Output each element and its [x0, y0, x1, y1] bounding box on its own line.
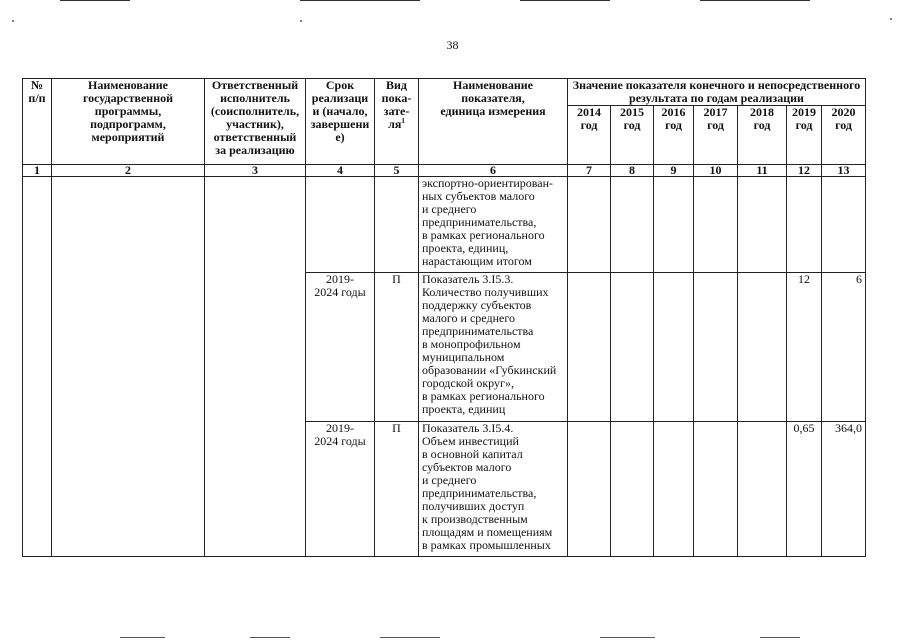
indicator-line: проекта, единиц,	[422, 241, 509, 255]
header-text: 2019	[792, 105, 816, 119]
header-text: ля	[388, 117, 402, 131]
cell-value-2014	[568, 273, 611, 422]
indicator-line: Объем инвестиций	[422, 434, 519, 448]
header-text: Значение показателя конечного и непосредственного	[572, 78, 861, 92]
cell-term	[306, 273, 375, 422]
scan-edge-mark	[520, 0, 610, 1]
header-year-2016	[654, 106, 694, 165]
cell-value-2017	[694, 177, 738, 273]
term-line: 2024 годы	[314, 434, 366, 448]
column-number: 1	[23, 165, 52, 177]
header-year-2017	[694, 106, 738, 165]
header-text: 2017	[703, 105, 728, 119]
header-text: год	[753, 118, 771, 132]
header-text: 2014	[577, 105, 601, 119]
header-text: Срок	[325, 78, 355, 92]
cell-value-2014	[568, 177, 611, 273]
column-number: 2	[52, 165, 205, 177]
indicator-line: субъектов малого	[422, 460, 512, 474]
header-text: зате-	[383, 104, 410, 118]
header-text: Наименование	[88, 78, 168, 92]
indicator-line: малого и среднего	[422, 311, 515, 325]
column-number: 5	[375, 165, 419, 177]
header-text: участник),	[226, 117, 284, 131]
header-text: год	[623, 118, 641, 132]
term-line: 2019-	[326, 272, 354, 286]
footnote-mark: 1	[401, 117, 405, 125]
cell-value-2019: 0,65	[787, 422, 822, 557]
cell-value-2016	[654, 273, 694, 422]
indicator-line: предпринимательства	[422, 324, 534, 338]
column-number: 12	[787, 165, 822, 177]
cell-executor	[205, 177, 306, 557]
header-text	[378, 118, 415, 131]
cell-value-2017	[694, 273, 738, 422]
cell-indicator	[419, 177, 568, 273]
scan-edge-mark	[250, 637, 290, 638]
cell-type: П	[375, 422, 419, 557]
header-text: год	[795, 118, 813, 132]
indicator-line: и среднего	[422, 202, 477, 216]
cell-value-2015	[611, 273, 654, 422]
header-text: год	[665, 118, 682, 132]
indicator-line: в монопрофильном	[422, 337, 521, 351]
scan-edge-mark	[120, 637, 165, 638]
header-text: 2018	[750, 105, 774, 119]
header-text: 2015	[620, 105, 644, 119]
table-row	[23, 177, 866, 273]
header-text: и (начало,	[312, 104, 368, 118]
header-text: 2020	[831, 105, 856, 119]
cell-value-2016	[654, 177, 694, 273]
indicator-line: городской округ»,	[422, 376, 514, 390]
header-text: 2016	[661, 105, 686, 119]
header-row-1	[23, 79, 866, 106]
indicator-line: получивших доступ	[422, 499, 525, 513]
cell-value-2020: 6	[822, 273, 866, 422]
cell-value-2015	[611, 422, 654, 557]
column-number: 4	[306, 165, 375, 177]
cell-value-2020: 364,0	[822, 422, 866, 557]
header-text: реализаци	[311, 91, 369, 105]
header-text: Вид	[386, 78, 407, 92]
column-number-row	[23, 165, 866, 177]
indicator-line: образовании «Губкинский	[422, 363, 557, 377]
column-number: 6	[419, 165, 568, 177]
scan-speck	[890, 18, 892, 20]
cell-value-2018	[738, 422, 787, 557]
header-text: е)	[335, 130, 345, 144]
cell-value-2017	[694, 422, 738, 557]
column-number: 11	[738, 165, 787, 177]
header-year-2020	[822, 106, 866, 165]
cell-program	[52, 177, 205, 557]
scan-edge-mark	[60, 0, 130, 1]
indicators-table	[22, 78, 866, 557]
column-number: 7	[568, 165, 611, 177]
column-number: 13	[822, 165, 866, 177]
column-number: 3	[205, 165, 306, 177]
indicator-line: нарастающим итогом	[422, 254, 532, 268]
scan-edge-mark	[700, 0, 810, 1]
column-number: 8	[611, 165, 654, 177]
header-text: ответственный	[213, 130, 297, 144]
header-text: год	[835, 118, 852, 132]
header-text: пока-	[381, 91, 412, 105]
indicator-line: площадям и помещениям	[422, 525, 553, 539]
indicator-line: муниципальном	[422, 350, 505, 364]
header-executor	[205, 79, 306, 165]
indicator-line: поддержку субъектов	[422, 298, 532, 312]
header-text: за реализацию	[215, 143, 295, 157]
header-text: Ответственный	[211, 78, 299, 92]
header-program	[52, 79, 205, 165]
header-text: подпрограмм,	[90, 117, 166, 131]
header-text: год	[707, 118, 724, 132]
header-text: единица измерения	[440, 104, 546, 118]
cell-value-2014	[568, 422, 611, 557]
cell-value-2019	[787, 177, 822, 273]
term-line: 2024 годы	[314, 285, 366, 299]
header-text: год	[580, 118, 598, 132]
indicator-line: Показатель 3.I5.4.	[422, 421, 514, 435]
indicator-line: в рамках промышленных	[422, 538, 551, 552]
indicator-line: экспортно-ориентирован-	[422, 176, 554, 190]
scan-edge-mark	[380, 637, 440, 638]
cell-value-2016	[654, 422, 694, 557]
scan-speck	[12, 20, 14, 22]
header-type	[375, 79, 419, 165]
header-text: государственной	[82, 91, 174, 105]
indicator-line: в рамках регионального	[422, 228, 545, 242]
cell-value-2018	[738, 177, 787, 273]
indicator-line: и среднего	[422, 473, 477, 487]
scan-edge-mark	[760, 637, 800, 638]
header-text: программы,	[94, 104, 162, 118]
cell-indicator	[419, 422, 568, 557]
header-indicator	[419, 79, 568, 165]
cell-indicator	[419, 273, 568, 422]
header-text: мероприятий	[91, 130, 165, 144]
column-number: 10	[694, 165, 738, 177]
cell-type	[375, 177, 419, 273]
indicator-line: к производственным	[422, 512, 528, 526]
page-number: 38	[446, 38, 459, 52]
header-text: показателя,	[461, 91, 525, 105]
header-text: завершени	[310, 117, 370, 131]
header-text: (соисполнитель,	[210, 104, 300, 118]
cell-type: П	[375, 273, 419, 422]
header-year-2015	[611, 106, 654, 165]
cell-num	[23, 177, 52, 557]
header-year-2014	[568, 106, 611, 165]
header-text: исполнитель	[220, 91, 290, 105]
header-text: Наименование	[453, 78, 533, 92]
indicator-line: предпринимательства,	[422, 215, 537, 229]
header-term	[306, 79, 375, 165]
term-line: 2019-	[326, 421, 354, 435]
header-year-2019	[787, 106, 822, 165]
column-number: 9	[654, 165, 694, 177]
header-year-2018	[738, 106, 787, 165]
header-text: результата по годам реализации	[629, 91, 804, 105]
cell-value-2018	[738, 273, 787, 422]
cell-term	[306, 422, 375, 557]
header-text: п/п	[28, 91, 46, 105]
header-text: №	[30, 78, 44, 92]
scan-edge-mark	[600, 637, 655, 638]
scan-speck	[300, 20, 302, 22]
cell-value-2020	[822, 177, 866, 273]
indicator-line: предпринимательства,	[422, 486, 537, 500]
indicator-line: ных субъектов малого	[422, 189, 535, 203]
indicator-line: в основной капитал	[422, 447, 523, 461]
indicator-line: в рамках регионального	[422, 389, 545, 403]
cell-term	[306, 177, 375, 273]
header-values-group	[568, 79, 866, 106]
header-num	[23, 79, 52, 165]
cell-value-2015	[611, 177, 654, 273]
scan-edge-mark	[300, 0, 420, 1]
indicator-line: проекта, единиц	[422, 402, 506, 416]
cell-value-2019: 12	[787, 273, 822, 422]
indicator-line: Показатель 3.I5.3.	[422, 272, 514, 286]
indicator-line: Количество получивших	[422, 285, 549, 299]
